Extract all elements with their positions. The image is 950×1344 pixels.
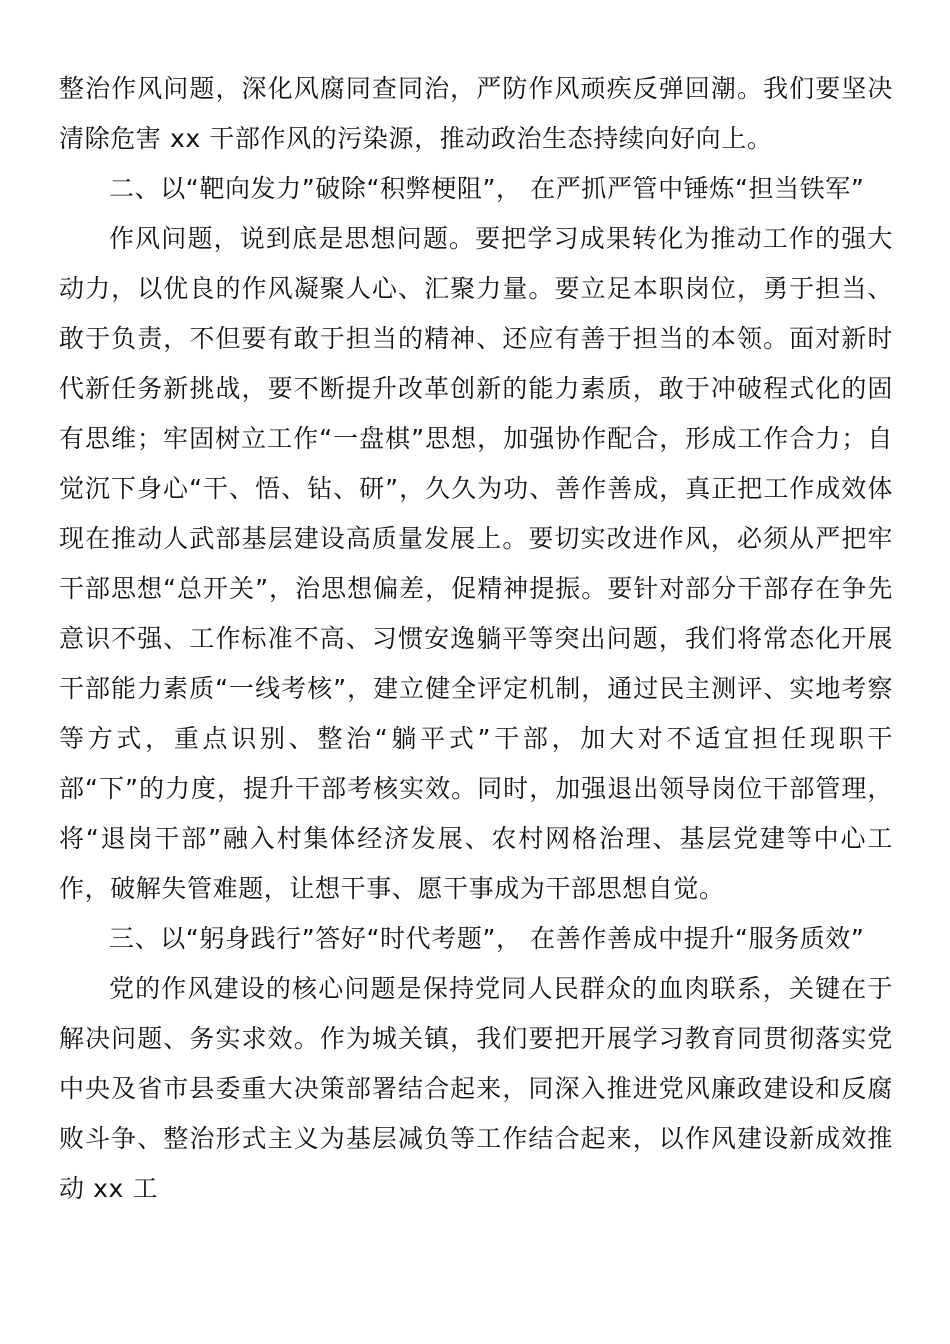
section-heading-3: 三、以“躬身践行”答好“时代考题”， 在善作善成中提升“服务质效” — [109, 924, 865, 953]
paragraph-section-2-body: 作风问题，说到底是思想问题。要把学习成果转化为推动工作的强大动力，以优良的作风凝聚人心、汇聚力量。要立足本职岗位，勇于担当、敢于负责，不但要有敢于担当的精神、还应有善于担当的本领。面对新时代新任务新挑战，要不断提升改革创新的能力素质，敢于冲破程式化的固有思维；牢固树立工作“一盘棋”思想，加强协作配合，形成工作合力；自觉沉下身心“干、悟、钻、研”，久久为功、善作善成，真正把工作成效体现在推动人武部基层建设高质量发展上。要切实改进作风，必须从严把牢干部思想“总开关”，治思想偏差，促精神提振。要针对部分干部存在争先意识不强、工作标准不高、习惯安逸躺平等突出问题，我们将常态化开展干部能力素质“一线考核”，建立健全评定机制，通过民主测评、实地考察等方式，重点识别、整治“躺平式”干部，加大对不适宜担任现职干部“下”的力度，提升干部考核实效。同时，加强退出领导岗位干部管理，将“退岗干部”融入村集体经济发展、农村网格治理、基层党建等中心工作，破解失管难题，让想干事、愿干事成为干部思想自觉。 — [59, 224, 893, 903]
section-heading-2: 二、以“靶向发力”破除“积弊梗阻”， 在严抓严管中锤炼“担当铁军” — [109, 174, 865, 203]
paragraph-continuation: 整治作风问题，深化风腐同查同治，严防作风顽疾反弹回潮。我们要坚决清除危害 xx 干部作风的污染源，推动政治生态持续向好向上。 — [59, 74, 893, 153]
document-body — [59, 64, 893, 1214]
paragraph-section-3-body: 党的作风建设的核心问题是保持党同人民群众的血肉联系，关键在于解决问题、务实求效。作为城关镇，我们要把开展学习教育同贯彻落实党中央及省市县委重大决策部署结合起来，同深入推进党风廉政建设和反腐败斗争、整治形式主义为基层减负等工作结合起来，以作风建设新成效推动 xx 工 — [59, 974, 893, 1203]
